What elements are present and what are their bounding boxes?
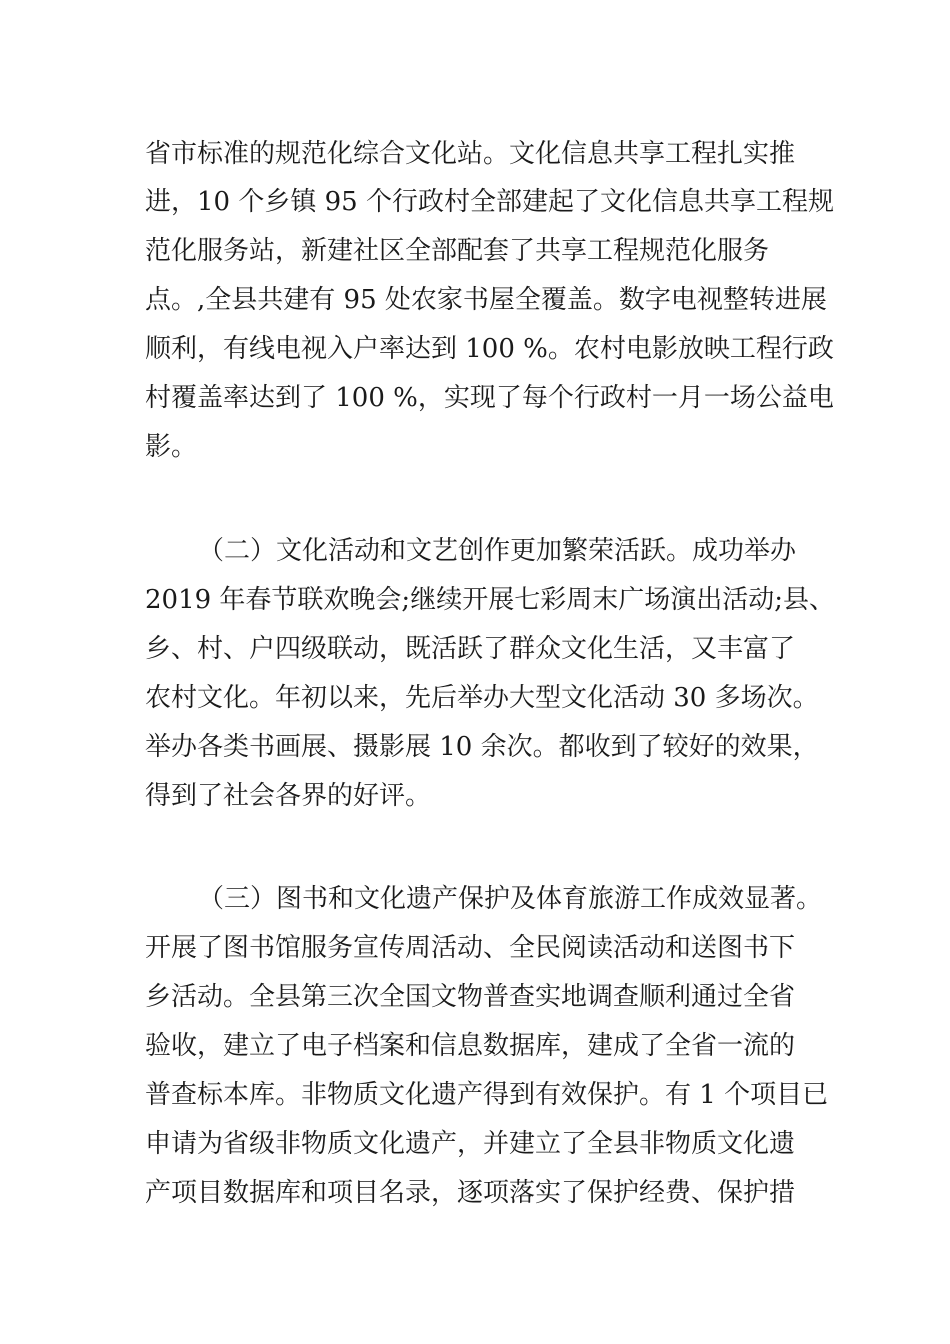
- paragraph-2-line-3: 乡、村、户四级联动，既活跃了群众文化生活，又丰富了: [145, 634, 796, 664]
- paragraph-1-line-2: 进，10 个乡镇 95 个行政村全部建起了文化信息共享工程规: [145, 187, 834, 217]
- paragraph-1-line-1: 省市标准的规范化综合文化站。文化信息共享工程扎实推: [145, 139, 796, 169]
- paragraph-3-line-4: 验收，建立了电子档案和信息数据库，建成了全省一流的: [145, 1031, 796, 1061]
- paragraph-3-line-5: 普查标本库。非物质文化遗产得到有效保护。有 1 个项目已: [145, 1080, 829, 1110]
- paragraph-1-line-5: 顺利，有线电视入户率达到 100 %。农村电影放映工程行政: [145, 334, 834, 364]
- paragraph-2-line-6: 得到了社会各界的好评。: [145, 781, 432, 811]
- paragraph-1-line-7: 影。: [145, 432, 198, 462]
- paragraph-1-line-6: 村覆盖率达到了 100 %，实现了每个行政村一月一场公益电: [145, 383, 834, 413]
- paragraph-2-line-5: 举办各类书画展、摄影展 10 余次。都收到了较好的效果，: [145, 732, 819, 762]
- paragraph-2-line-2: 2019 年春节联欢晚会;继续开展七彩周末广场演出活动;县、: [145, 585, 835, 615]
- paragraph-1-line-3: 范化服务站，新建社区全部配套了共享工程规范化服务: [145, 236, 770, 266]
- paragraph-2-line-1: （二）文化活动和文艺创作更加繁荣活跃。成功举办: [198, 536, 797, 566]
- paragraph-3-line-7: 产项目数据库和项目名录，逐项落实了保护经费、保护措: [145, 1178, 796, 1208]
- paragraph-2-line-4: 农村文化。年初以来，先后举办大型文化活动 30 多场次。: [145, 683, 819, 713]
- paragraph-3-line-2: 开展了图书馆服务宣传周活动、全民阅读活动和送图书下: [145, 933, 796, 963]
- paragraph-3-line-3: 乡活动。全县第三次全国文物普查实地调查顺利通过全省: [145, 982, 796, 1012]
- paragraph-3-line-6: 申请为省级非物质文化遗产，并建立了全县非物质文化遗: [145, 1129, 796, 1159]
- paragraph-3-line-1: （三）图书和文化遗产保护及体育旅游工作成效显著。: [198, 884, 823, 914]
- paragraph-1-line-4: 点。,全县共建有 95 处农家书屋全覆盖。数字电视整转进展: [145, 285, 827, 315]
